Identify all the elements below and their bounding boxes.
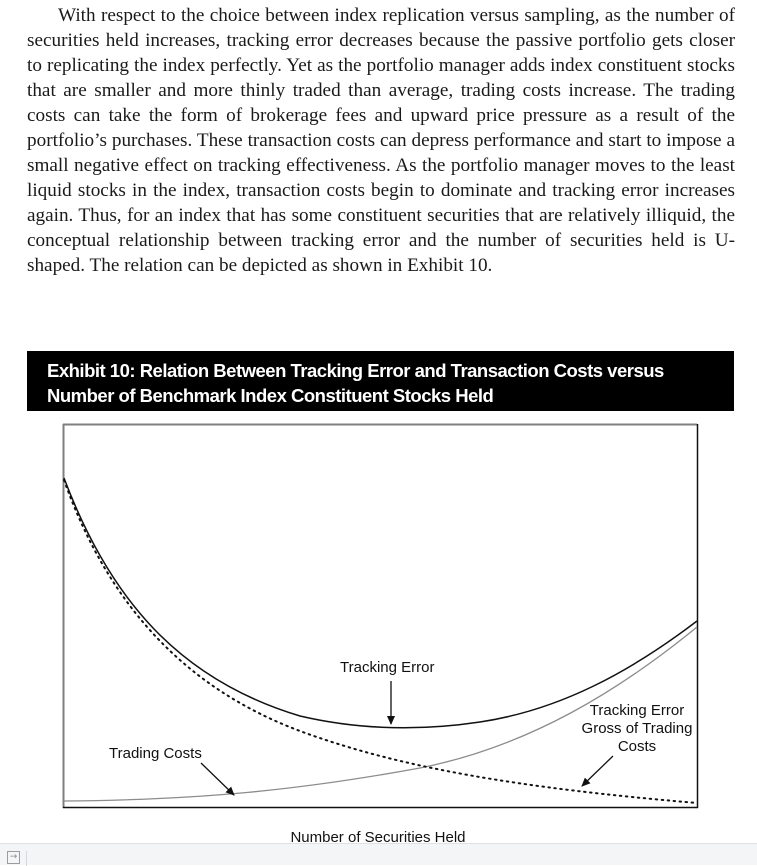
expand-panel-icon[interactable]: → [7, 851, 20, 864]
gross-label-line1: Tracking Error [589, 702, 685, 719]
exhibit-title-line2: Number of Benchmark Index Constituent Stocks Held [47, 385, 494, 406]
tracking-error-label: Tracking Error [340, 659, 435, 676]
trading-costs-curve [64, 627, 697, 801]
gross-label-line3: Costs [617, 738, 657, 755]
toolbar-divider [26, 851, 27, 866]
gross-label-line2: Gross of Trading [581, 720, 693, 737]
exhibit-title-line1: Exhibit 10: Relation Between Tracking Error and Transaction Costs versus [47, 360, 664, 381]
gross-tracking-error-curve [64, 480, 697, 803]
bottom-toolbar [0, 843, 757, 865]
tracking-error-curve [64, 478, 697, 728]
gross-arrow [582, 756, 613, 786]
x-axis-label: Number of Securities Held [290, 829, 466, 843]
trading-costs-label: Trading Costs [109, 745, 202, 762]
body-paragraph: With respect to the choice between index replication versus sampling, as the number of securities held increases, tracking error decreases because the passive portfolio gets closer to replicating the index perfectly. Yet as the portfolio manager adds index constituent stocks that are smaller and more thinly traded than average, trading costs increase. The trading costs can take the form of brokerage fees and upward price pressure as a result of the portfolio’s purchases. These transaction costs can depress performance and start to impose a small negative effect on tracking effectiveness. As the portfolio manager moves to the least liquid stocks in the index, transaction costs begin to dominate and tracking error increases again. Thus, for an index that has some constituent securities that are relatively illiquid, the conceptual relationship between tracking error and the number of securities held is U-shaped. The relation can be depicted as shown in Exhibit 10. [27, 5, 735, 276]
trading-costs-arrow [201, 763, 234, 795]
exhibit-title-bar [27, 351, 734, 411]
